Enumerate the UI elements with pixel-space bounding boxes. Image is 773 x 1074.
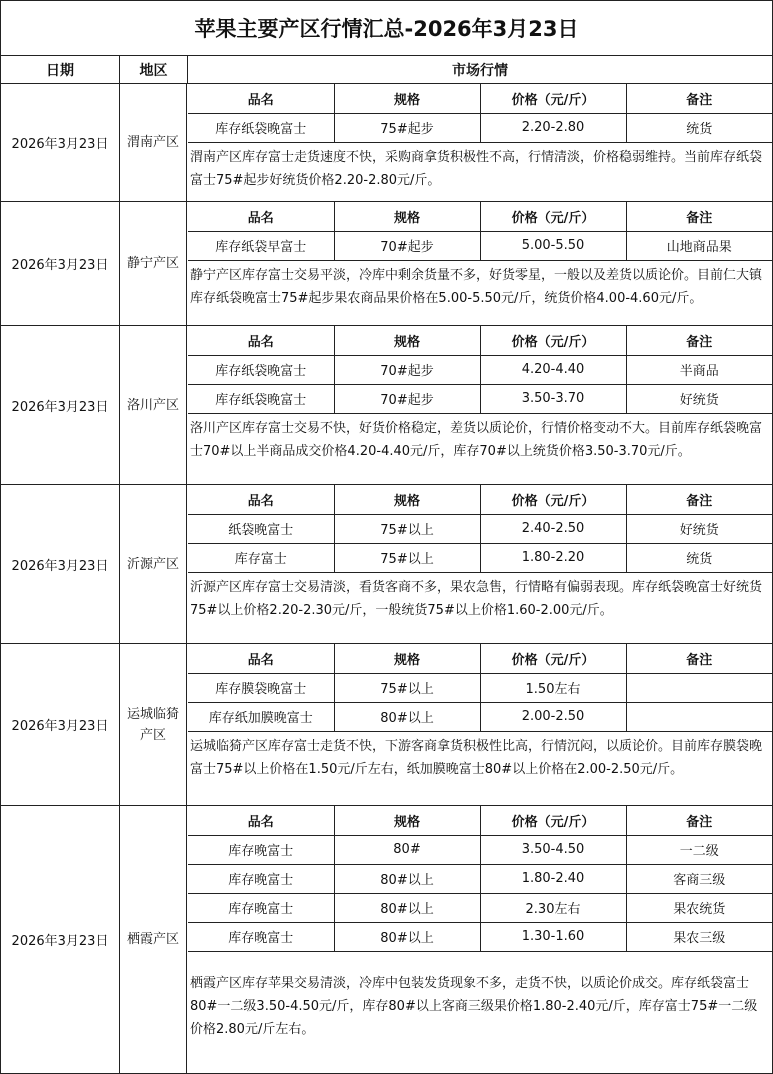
table-row: [188, 543, 772, 572]
price-table: [188, 326, 772, 414]
price-table: [188, 202, 772, 261]
table-row: [188, 673, 772, 702]
cell-name: 库存纸袋晚富士: [188, 384, 334, 413]
table-header-row: [188, 326, 772, 355]
date-cell: 2026年3月23日: [1, 326, 120, 484]
cell-price: 1.30-1.60: [480, 922, 626, 951]
price-table: [188, 485, 772, 573]
market-note: 洛川产区库存富士交易不快，好货价格稳定，差货以质论价，行情价格变动不大。目前库存纸袋晚富士70#以上半商品成交价格4.20-4.40元/斤，库存70#以上统货价格3.50-3.70元/斤。: [190, 420, 763, 459]
cell-remark: 统货: [626, 113, 772, 142]
col-price: 价格（元/斤）: [480, 84, 626, 113]
table-row: [188, 355, 772, 384]
cell-spec: 80#以上: [334, 893, 480, 922]
cell-remark: 好统货: [626, 514, 772, 543]
cell-price: 2.30左右: [480, 893, 626, 922]
table-row: [188, 514, 772, 543]
region-cell: 静宁产区: [120, 202, 187, 325]
col-name: 品名: [188, 202, 334, 231]
cell-price: 1.50左右: [480, 673, 626, 702]
col-remark: 备注: [626, 202, 772, 231]
cell-price: 5.00-5.50: [480, 231, 626, 260]
market-cell: [188, 326, 772, 484]
market-cell: [188, 485, 772, 643]
cell-name: 库存晚富士: [188, 864, 334, 893]
region-cell: 运城临猗产区: [120, 644, 187, 805]
col-name: 品名: [188, 84, 334, 113]
col-remark: 备注: [626, 485, 772, 514]
price-table: [188, 806, 772, 952]
table-header-row: [188, 644, 772, 673]
cell-remark: [626, 702, 772, 731]
cell-remark: [626, 673, 772, 702]
market-note: 运城临猗产区库存富士走货不快，下游客商拿货积极性比高，行情沉闷，以质论价。目前库存膜袋晚富士75#以上价格在1.50元/斤左右，纸加膜晚富士80#以上价格在2.00-2.50元/斤。: [190, 738, 763, 777]
date-cell: 2026年3月23日: [1, 202, 120, 325]
cell-spec: 75#以上: [334, 543, 480, 572]
cell-name: 库存膜袋晚富士: [188, 673, 334, 702]
region-block-weinan: [1, 84, 772, 202]
date-cell: 2026年3月23日: [1, 644, 120, 805]
cell-name: 库存晚富士: [188, 893, 334, 922]
cell-name: 库存纸袋晚富士: [188, 113, 334, 142]
table-row: [188, 893, 772, 922]
region-cell: 栖霞产区: [120, 806, 187, 1073]
col-spec: 规格: [334, 644, 480, 673]
table-row: [188, 384, 772, 413]
col-price: 价格（元/斤）: [480, 644, 626, 673]
cell-spec: 75#以上: [334, 514, 480, 543]
table-header-row: [188, 806, 772, 835]
cell-remark: 果农三级: [626, 922, 772, 951]
date-cell: 2026年3月23日: [1, 806, 120, 1073]
col-name: 品名: [188, 644, 334, 673]
cell-spec: 80#: [334, 835, 480, 864]
price-table: [188, 84, 772, 143]
market-note: 栖霞产区库存苹果交易清淡，冷库中包装发货现象不多，走货不快，以质论价成交。库存纸袋富士80#一二级3.50-4.50元/斤，库存80#以上客商三级果价格1.80-2.40元/斤，库存富士75#一二级价格2.80元/斤左右。: [190, 975, 758, 1037]
date-cell: 2026年3月23日: [1, 84, 120, 201]
price-table: [188, 644, 772, 732]
market-note: 沂源产区库存富士交易清淡，看货客商不多，果农急售，行情略有偏弱表现。库存纸袋晚富士好统货75#以上价格2.20-2.30元/斤，一般统货75#以上价格1.60-2.00元/斤。: [190, 579, 763, 618]
col-remark: 备注: [626, 644, 772, 673]
cell-price: 2.00-2.50: [480, 702, 626, 731]
cell-remark: 果农统货: [626, 893, 772, 922]
header-market: 市场行情: [188, 56, 772, 84]
cell-remark: 好统货: [626, 384, 772, 413]
cell-name: 纸袋晚富士: [188, 514, 334, 543]
market-note: 静宁产区库存富士交易平淡，冷库中剩余货量不多，好货零星，一般以及差货以质论价。目前仁大镇库存纸袋晚富士75#起步果农商品果价格在5.00-5.50元/斤，统货价格4.00-4.60元/斤。: [190, 267, 763, 306]
col-price: 价格（元/斤）: [480, 202, 626, 231]
col-spec: 规格: [334, 84, 480, 113]
header-region: 地区: [120, 56, 188, 84]
region-cell: 沂源产区: [120, 485, 187, 643]
table-row: [188, 864, 772, 893]
table-header-row: [188, 485, 772, 514]
cell-remark: 山地商品果: [626, 231, 772, 260]
col-spec: 规格: [334, 485, 480, 514]
cell-name: 库存纸袋早富士: [188, 231, 334, 260]
cell-spec: 70#起步: [334, 231, 480, 260]
cell-spec: 80#以上: [334, 864, 480, 893]
cell-spec: 70#起步: [334, 355, 480, 384]
region-block-qixia: [1, 806, 772, 1073]
cell-price: 2.40-2.50: [480, 514, 626, 543]
region-cell: 洛川产区: [120, 326, 187, 484]
table-row: [188, 113, 772, 142]
cell-spec: 70#起步: [334, 384, 480, 413]
table-row: [188, 922, 772, 951]
table-row: [188, 702, 772, 731]
cell-spec: 80#以上: [334, 922, 480, 951]
col-price: 价格（元/斤）: [480, 485, 626, 514]
cell-spec: 75#起步: [334, 113, 480, 142]
table-header-row: [188, 202, 772, 231]
region-block-jingning: [1, 202, 772, 326]
col-name: 品名: [188, 326, 334, 355]
market-cell: [188, 644, 772, 805]
region-cell: 渭南产区: [120, 84, 187, 201]
cell-remark: 客商三级: [626, 864, 772, 893]
cell-name: 库存晚富士: [188, 922, 334, 951]
table-header-row: [188, 84, 772, 113]
table-row: [188, 231, 772, 260]
header-date: 日期: [1, 56, 120, 84]
col-price: 价格（元/斤）: [480, 326, 626, 355]
region-block-luochuan: [1, 326, 772, 485]
cell-name: 库存晚富士: [188, 835, 334, 864]
region-block-yuncheng-linyi: [1, 644, 772, 806]
cell-spec: 80#以上: [334, 702, 480, 731]
market-note: 渭南产区库存富士走货速度不快，采购商拿货积极性不高，行情清淡，价格稳弱维持。当前库存纸袋富士75#起步好统货价格2.20-2.80元/斤。: [190, 149, 763, 188]
cell-price: 4.20-4.40: [480, 355, 626, 384]
cell-price: 3.50-3.70: [480, 384, 626, 413]
col-spec: 规格: [334, 202, 480, 231]
cell-name: 库存纸袋晚富士: [188, 355, 334, 384]
cell-remark: 一二级: [626, 835, 772, 864]
cell-remark: 半商品: [626, 355, 772, 384]
cell-price: 2.20-2.80: [480, 113, 626, 142]
col-remark: 备注: [626, 326, 772, 355]
region-block-yiyuan: [1, 485, 772, 644]
col-spec: 规格: [334, 806, 480, 835]
cell-price: 1.80-2.40: [480, 864, 626, 893]
col-price: 价格（元/斤）: [480, 806, 626, 835]
market-cell: [188, 84, 772, 201]
cell-name: 库存纸加膜晚富士: [188, 702, 334, 731]
col-name: 品名: [188, 806, 334, 835]
date-cell: 2026年3月23日: [1, 485, 120, 643]
table-row: [188, 835, 772, 864]
col-name: 品名: [188, 485, 334, 514]
cell-price: 3.50-4.50: [480, 835, 626, 864]
cell-price: 1.80-2.20: [480, 543, 626, 572]
cell-spec: 75#以上: [334, 673, 480, 702]
page-title: 苹果主要产区行情汇总-2026年3月23日: [1, 1, 772, 56]
col-remark: 备注: [626, 84, 772, 113]
cell-name: 库存富士: [188, 543, 334, 572]
market-cell: [188, 806, 772, 1073]
cell-remark: 统货: [626, 543, 772, 572]
col-remark: 备注: [626, 806, 772, 835]
col-spec: 规格: [334, 326, 480, 355]
market-cell: [188, 202, 772, 325]
